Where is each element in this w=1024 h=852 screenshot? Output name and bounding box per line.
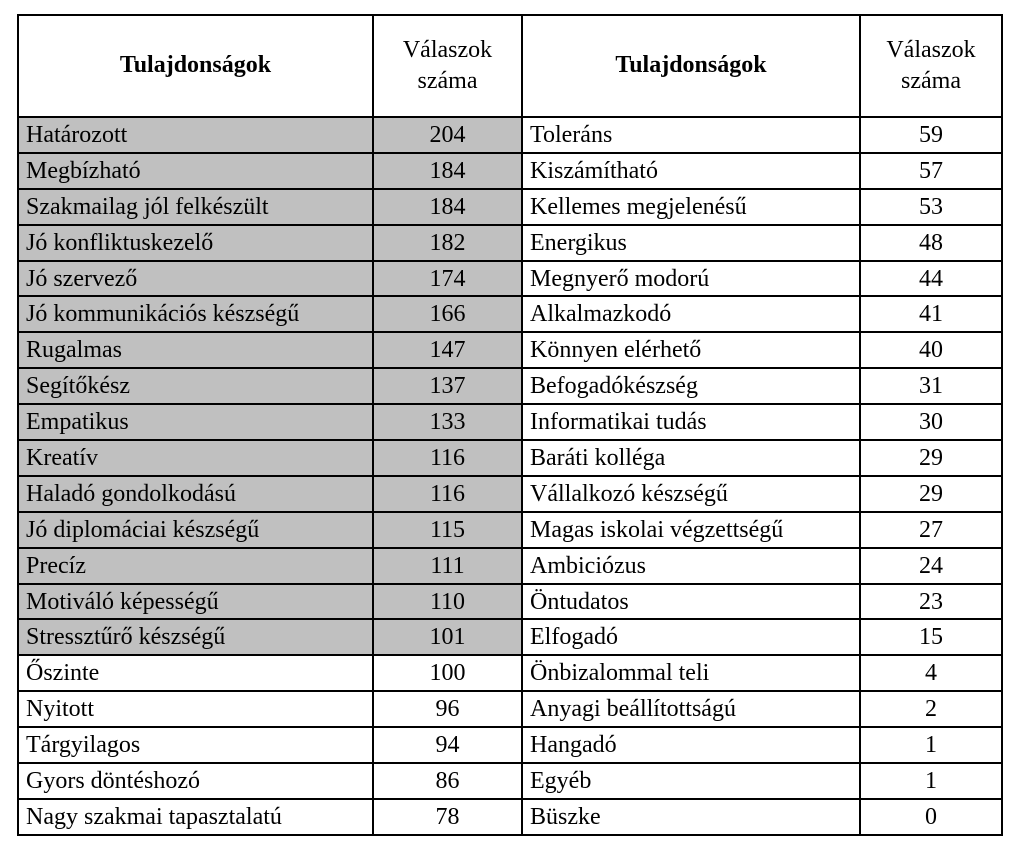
- property-right-cell: Magas iskolai végzettségű: [522, 512, 860, 548]
- property-right-cell: Anyagi beállítottságú: [522, 691, 860, 727]
- property-right-cell: Egyéb: [522, 763, 860, 799]
- property-left-cell: Szakmailag jól felkészült: [18, 189, 373, 225]
- table-row: [18, 440, 1002, 476]
- property-right-cell: Könnyen elérhető: [522, 332, 860, 368]
- property-left-cell: Empatikus: [18, 404, 373, 440]
- count-left-cell: 137: [373, 368, 522, 404]
- property-left-cell: Gyors döntéshozó: [18, 763, 373, 799]
- count-right-cell: 29: [860, 476, 1002, 512]
- property-left-cell: Motiváló képességű: [18, 584, 373, 620]
- property-right-cell: Kellemes megjelenésű: [522, 189, 860, 225]
- count-left-cell: 204: [373, 117, 522, 153]
- count-right-cell: 53: [860, 189, 1002, 225]
- count-left-cell: 116: [373, 476, 522, 512]
- count-left-cell: 115: [373, 512, 522, 548]
- count-right-cell: 29: [860, 440, 1002, 476]
- table-body: [18, 117, 1002, 835]
- count-left-cell: 174: [373, 261, 522, 297]
- table-row: [18, 404, 1002, 440]
- count-right-cell: 1: [860, 763, 1002, 799]
- header-properties-right: Tulajdonságok: [522, 15, 860, 117]
- count-right-cell: 1: [860, 727, 1002, 763]
- count-left-cell: 110: [373, 584, 522, 620]
- property-left-cell: Nagy szakmai tapasztalatú: [18, 799, 373, 835]
- table-row: [18, 476, 1002, 512]
- table-row: [18, 619, 1002, 655]
- property-left-cell: Jó konfliktuskezelő: [18, 225, 373, 261]
- count-left-cell: 184: [373, 189, 522, 225]
- count-right-cell: 24: [860, 548, 1002, 584]
- property-right-cell: Elfogadó: [522, 619, 860, 655]
- count-left-cell: 100: [373, 655, 522, 691]
- table-row: [18, 655, 1002, 691]
- header-row: [18, 15, 1002, 117]
- count-left-cell: 116: [373, 440, 522, 476]
- count-right-cell: 41: [860, 296, 1002, 332]
- property-left-cell: Jó diplomáciai készségű: [18, 512, 373, 548]
- property-right-cell: Alkalmazkodó: [522, 296, 860, 332]
- table-row: [18, 763, 1002, 799]
- property-left-cell: Stressztűrő készségű: [18, 619, 373, 655]
- count-left-cell: 147: [373, 332, 522, 368]
- count-left-cell: 182: [373, 225, 522, 261]
- count-left-cell: 86: [373, 763, 522, 799]
- property-left-cell: Tárgyilagos: [18, 727, 373, 763]
- count-right-cell: 40: [860, 332, 1002, 368]
- property-left-cell: Rugalmas: [18, 332, 373, 368]
- count-right-cell: 15: [860, 619, 1002, 655]
- property-left-cell: Őszinte: [18, 655, 373, 691]
- table-row: [18, 261, 1002, 297]
- property-left-cell: Kreatív: [18, 440, 373, 476]
- table-header: [18, 15, 1002, 117]
- property-right-cell: Befogadókészség: [522, 368, 860, 404]
- property-right-cell: Öntudatos: [522, 584, 860, 620]
- property-left-cell: Jó kommunikációs készségű: [18, 296, 373, 332]
- count-right-cell: 0: [860, 799, 1002, 835]
- count-right-cell: 57: [860, 153, 1002, 189]
- table-row: [18, 225, 1002, 261]
- property-left-cell: Precíz: [18, 548, 373, 584]
- table-row: [18, 512, 1002, 548]
- property-right-cell: Energikus: [522, 225, 860, 261]
- count-right-cell: 48: [860, 225, 1002, 261]
- property-right-cell: Informatikai tudás: [522, 404, 860, 440]
- table-row: [18, 189, 1002, 225]
- count-right-cell: 30: [860, 404, 1002, 440]
- count-right-cell: 44: [860, 261, 1002, 297]
- table-row: [18, 799, 1002, 835]
- table-row: [18, 332, 1002, 368]
- properties-table: [17, 14, 1003, 836]
- header-count-left: Válaszok száma: [373, 15, 522, 117]
- table-row: [18, 153, 1002, 189]
- count-right-cell: 23: [860, 584, 1002, 620]
- table-row: [18, 548, 1002, 584]
- property-right-cell: Büszke: [522, 799, 860, 835]
- property-left-cell: Megbízható: [18, 153, 373, 189]
- property-right-cell: Önbizalommal teli: [522, 655, 860, 691]
- count-left-cell: 94: [373, 727, 522, 763]
- count-left-cell: 101: [373, 619, 522, 655]
- property-right-cell: Hangadó: [522, 727, 860, 763]
- table-row: [18, 727, 1002, 763]
- table-row: [18, 296, 1002, 332]
- property-left-cell: Nyitott: [18, 691, 373, 727]
- count-right-cell: 27: [860, 512, 1002, 548]
- property-right-cell: Baráti kolléga: [522, 440, 860, 476]
- property-left-cell: Jó szervező: [18, 261, 373, 297]
- property-right-cell: Toleráns: [522, 117, 860, 153]
- count-right-cell: 31: [860, 368, 1002, 404]
- count-right-cell: 2: [860, 691, 1002, 727]
- property-right-cell: Megnyerő modorú: [522, 261, 860, 297]
- count-left-cell: 78: [373, 799, 522, 835]
- count-left-cell: 111: [373, 548, 522, 584]
- count-right-cell: 4: [860, 655, 1002, 691]
- property-left-cell: Határozott: [18, 117, 373, 153]
- header-count-right: Válaszok száma: [860, 15, 1002, 117]
- table-row: [18, 368, 1002, 404]
- count-left-cell: 166: [373, 296, 522, 332]
- property-right-cell: Vállalkozó készségű: [522, 476, 860, 512]
- count-right-cell: 59: [860, 117, 1002, 153]
- table-row: [18, 691, 1002, 727]
- property-right-cell: Ambiciózus: [522, 548, 860, 584]
- header-properties-left: Tulajdonságok: [18, 15, 373, 117]
- count-left-cell: 133: [373, 404, 522, 440]
- property-left-cell: Segítőkész: [18, 368, 373, 404]
- table-row: [18, 117, 1002, 153]
- table-row: [18, 584, 1002, 620]
- property-left-cell: Haladó gondolkodású: [18, 476, 373, 512]
- count-left-cell: 96: [373, 691, 522, 727]
- count-left-cell: 184: [373, 153, 522, 189]
- property-right-cell: Kiszámítható: [522, 153, 860, 189]
